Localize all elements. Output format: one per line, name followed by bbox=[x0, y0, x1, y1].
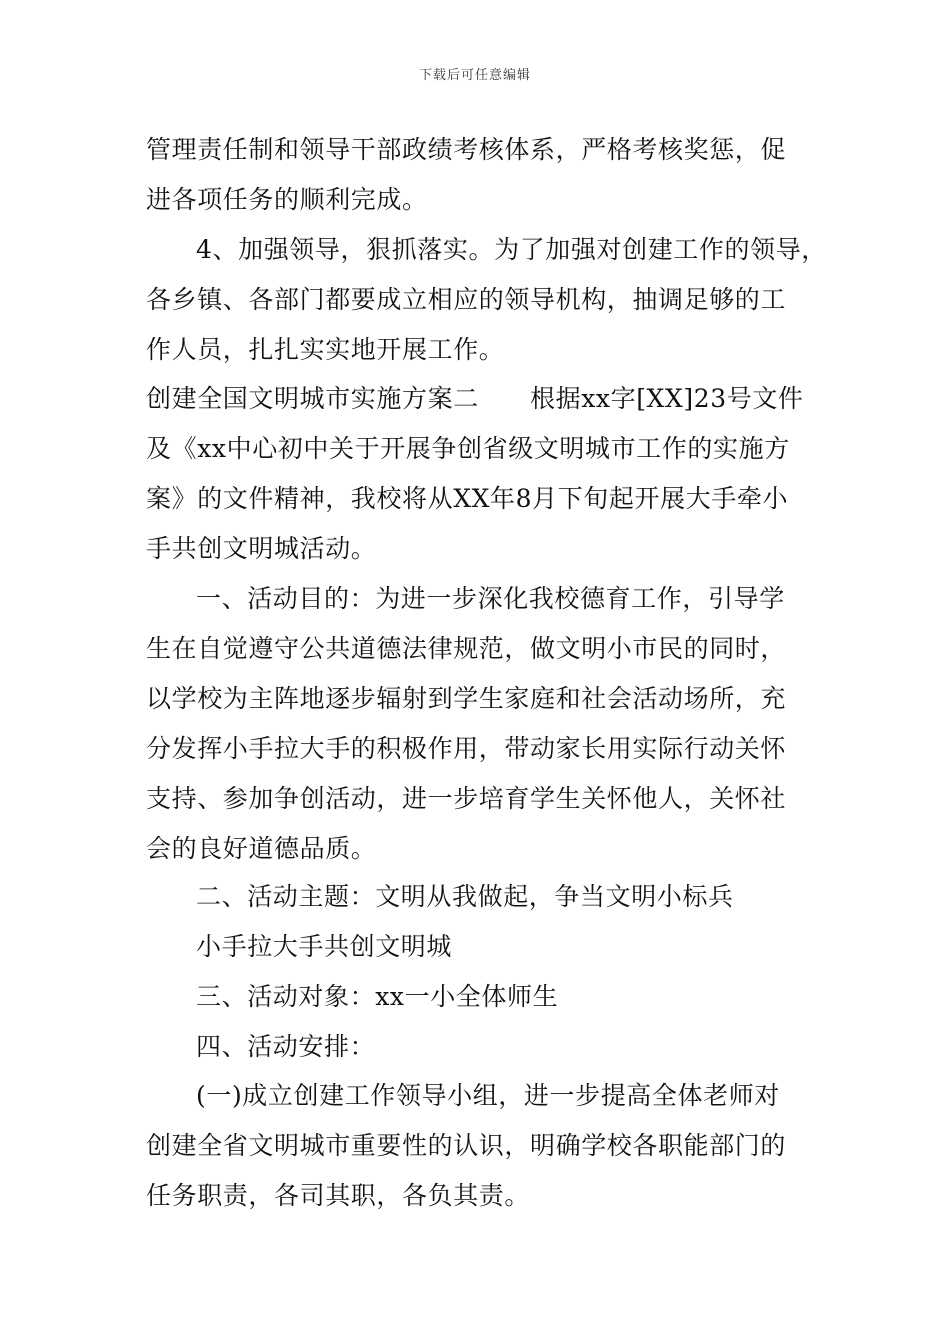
text-line: 三、活动对象：xx一小全体师生 bbox=[196, 982, 559, 1011]
text-line: 分发挥小手拉大手的积极作用，带动家长用实际行动关怀 bbox=[146, 734, 787, 763]
text-line: 创建全国文明城市实施方案二 根据xx字[XX]23号文件 bbox=[146, 384, 804, 413]
text-line: 生在自觉遵守公共道德法律规范，做文明小市民的同时， bbox=[146, 634, 787, 663]
page-header: 下载后可任意编辑 bbox=[418, 68, 531, 83]
text-line: 及《xx中心初中关于开展争创省级文明城市工作的实施方 bbox=[146, 434, 790, 463]
text-line: 四、活动安排： bbox=[196, 1032, 376, 1061]
text-line: 管理责任制和领导干部政绩考核体系，严格考核奖惩，促 bbox=[146, 135, 787, 164]
text-line: 一、活动目的：为进一步深化我校德育工作，引导学 bbox=[196, 584, 785, 613]
text-line: 以学校为主阵地逐步辐射到学生家庭和社会活动场所，充 bbox=[146, 684, 787, 713]
text-line: 4、加强领导，狠抓落实。为了加强对创建工作的领导， bbox=[196, 235, 827, 264]
text-line: (一)成立创建工作领导小组，进一步提高全体老师对 bbox=[196, 1081, 780, 1110]
text-line: 创建全省文明城市重要性的认识，明确学校各职能部门的 bbox=[146, 1131, 787, 1160]
text-line: 会的良好道德品质。 bbox=[146, 834, 377, 863]
text-line: 作人员，扎扎实实地开展工作。 bbox=[146, 335, 505, 364]
text-line: 任务职责，各司其职，各负其责。 bbox=[146, 1181, 531, 1210]
text-line: 支持、参加争创活动，进一步培育学生关怀他人，关怀社 bbox=[146, 784, 787, 813]
text-line: 案》的文件精神，我校将从XX年8月下旬起开展大手牵小 bbox=[146, 484, 789, 513]
text-line: 手共创文明城活动。 bbox=[146, 534, 377, 563]
text-line: 进各项任务的顺利完成。 bbox=[146, 185, 428, 214]
text-line: 二、活动主题：文明从我做起，争当文明小标兵 bbox=[196, 882, 734, 911]
text-line: 小手拉大手共创文明城 bbox=[196, 932, 453, 961]
text-line: 各乡镇、各部门都要成立相应的领导机构，抽调足够的工 bbox=[146, 285, 787, 314]
